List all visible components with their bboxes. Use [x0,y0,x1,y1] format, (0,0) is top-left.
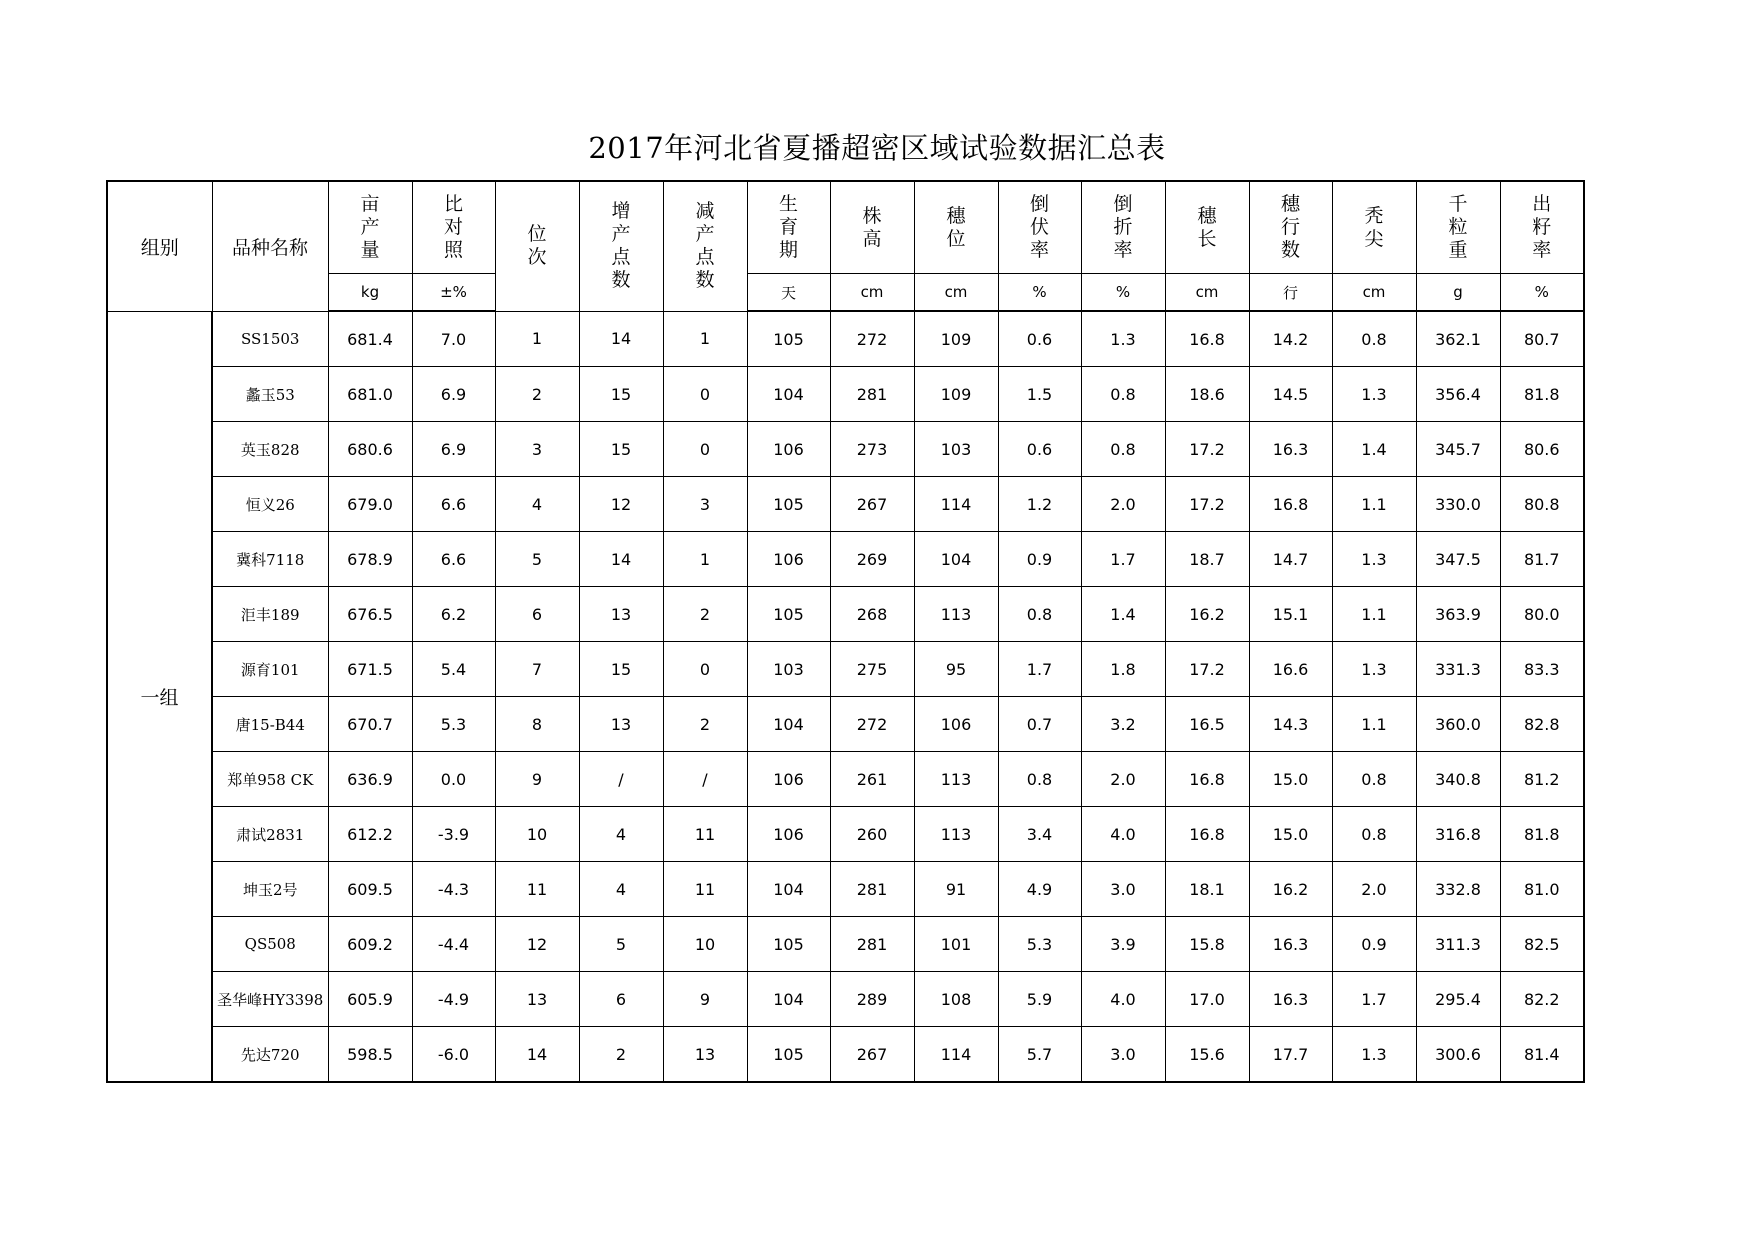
cell-shelling: 80.8 [1500,477,1584,532]
cell-ear-height: 108 [914,972,998,1027]
cell-variety: 圣华峰HY3398 [212,972,328,1027]
cell-bald-tip: 1.3 [1332,367,1416,422]
cell-bald-tip: 1.3 [1332,532,1416,587]
table-row [107,972,1584,1027]
cell-bald-tip: 1.1 [1332,697,1416,752]
cell-breaking: 3.2 [1081,697,1165,752]
unit-yield: kg [328,274,412,312]
header-ear-height: 穗位 [914,181,998,274]
cell-kgw: 311.3 [1416,917,1500,972]
cell-variety: 唐15-B44 [212,697,328,752]
cell-ear-rows: 15.0 [1249,807,1332,862]
cell-ear-length: 16.8 [1165,807,1249,862]
cell-yield: 676.5 [328,587,412,642]
cell-inc-points: / [579,752,663,807]
cell-yield: 609.2 [328,917,412,972]
cell-dec-points: 11 [663,807,747,862]
cell-variety: 英玉828 [212,422,328,477]
cell-bald-tip: 1.1 [1332,477,1416,532]
cell-ear-length: 17.2 [1165,422,1249,477]
table-row [107,477,1584,532]
cell-vs-ck: -3.9 [412,807,495,862]
cell-ear-height: 101 [914,917,998,972]
header-lodging: 倒伏率 [998,181,1081,274]
cell-yield: 680.6 [328,422,412,477]
cell-rank: 12 [495,917,579,972]
cell-ear-length: 18.7 [1165,532,1249,587]
cell-variety: 洰丰189 [212,587,328,642]
cell-inc-points: 6 [579,972,663,1027]
table-header [107,181,1584,311]
cell-bald-tip: 1.3 [1332,1027,1416,1083]
cell-kgw: 356.4 [1416,367,1500,422]
cell-inc-points: 13 [579,587,663,642]
cell-ear-height: 113 [914,807,998,862]
table-row [107,422,1584,477]
cell-vs-ck: 6.6 [412,477,495,532]
cell-rank: 11 [495,862,579,917]
cell-breaking: 0.8 [1081,367,1165,422]
cell-growth-period: 105 [747,587,830,642]
unit-ear-height: cm [914,274,998,312]
cell-yield: 678.9 [328,532,412,587]
header-shelling: 出籽率 [1500,181,1584,274]
cell-ear-height: 113 [914,752,998,807]
cell-bald-tip: 1.4 [1332,422,1416,477]
cell-growth-period: 104 [747,862,830,917]
cell-lodging: 0.9 [998,532,1081,587]
cell-rank: 5 [495,532,579,587]
cell-ear-rows: 16.2 [1249,862,1332,917]
table-row [107,917,1584,972]
cell-growth-period: 106 [747,752,830,807]
cell-inc-points: 5 [579,917,663,972]
cell-variety: 恒义26 [212,477,328,532]
cell-ear-length: 16.5 [1165,697,1249,752]
table-row [107,807,1584,862]
cell-dec-points: 0 [663,642,747,697]
cell-inc-points: 14 [579,311,663,367]
cell-shelling: 80.6 [1500,422,1584,477]
cell-ear-length: 15.6 [1165,1027,1249,1083]
cell-yield: 609.5 [328,862,412,917]
header-variety: 品种名称 [212,181,328,311]
cell-dec-points: / [663,752,747,807]
cell-ear-rows: 16.3 [1249,972,1332,1027]
cell-plant-height: 261 [830,752,914,807]
header-inc-points: 增产点数 [579,181,663,311]
cell-rank: 3 [495,422,579,477]
cell-plant-height: 260 [830,807,914,862]
cell-lodging: 5.7 [998,1027,1081,1083]
unit-ear-length: cm [1165,274,1249,312]
cell-vs-ck: 5.4 [412,642,495,697]
cell-growth-period: 105 [747,1027,830,1083]
cell-ear-rows: 16.3 [1249,917,1332,972]
cell-growth-period: 104 [747,972,830,1027]
header-plant-height: 株高 [830,181,914,274]
cell-shelling: 80.0 [1500,587,1584,642]
unit-lodging: % [998,274,1081,312]
cell-lodging: 5.9 [998,972,1081,1027]
cell-breaking: 4.0 [1081,807,1165,862]
cell-lodging: 0.7 [998,697,1081,752]
cell-lodging: 0.6 [998,422,1081,477]
cell-ear-rows: 15.0 [1249,752,1332,807]
cell-ear-length: 18.1 [1165,862,1249,917]
cell-plant-height: 272 [830,311,914,367]
table-row [107,367,1584,422]
cell-shelling: 83.3 [1500,642,1584,697]
cell-ear-height: 109 [914,367,998,422]
cell-rank: 1 [495,311,579,367]
cell-ear-height: 114 [914,477,998,532]
cell-ear-rows: 14.7 [1249,532,1332,587]
header-bald-tip: 秃尖 [1332,181,1416,274]
cell-breaking: 1.3 [1081,311,1165,367]
unit-vs-ck: ±% [412,274,495,312]
cell-ear-rows: 14.2 [1249,311,1332,367]
cell-dec-points: 1 [663,532,747,587]
cell-ear-height: 91 [914,862,998,917]
table-row [107,697,1584,752]
cell-kgw: 347.5 [1416,532,1500,587]
cell-kgw: 316.8 [1416,807,1500,862]
page-title: 2017年河北省夏播超密区域试验数据汇总表 [588,131,1166,165]
cell-variety: 蠡玉53 [212,367,328,422]
cell-ear-length: 16.8 [1165,311,1249,367]
cell-rank: 6 [495,587,579,642]
cell-lodging: 0.8 [998,587,1081,642]
cell-rank: 4 [495,477,579,532]
cell-dec-points: 2 [663,697,747,752]
cell-plant-height: 275 [830,642,914,697]
cell-dec-points: 0 [663,367,747,422]
cell-growth-period: 106 [747,422,830,477]
cell-ear-height: 103 [914,422,998,477]
cell-vs-ck: 6.9 [412,367,495,422]
cell-bald-tip: 0.9 [1332,917,1416,972]
cell-ear-height: 95 [914,642,998,697]
cell-variety: 先达720 [212,1027,328,1083]
cell-lodging: 0.8 [998,752,1081,807]
table-row [107,642,1584,697]
cell-yield: 671.5 [328,642,412,697]
cell-inc-points: 12 [579,477,663,532]
header-ear-length: 穗长 [1165,181,1249,274]
header-group: 组别 [107,181,212,311]
unit-breaking: % [1081,274,1165,312]
cell-kgw: 362.1 [1416,311,1500,367]
header-ear-rows: 穗行数 [1249,181,1332,274]
cell-kgw: 295.4 [1416,972,1500,1027]
cell-dec-points: 13 [663,1027,747,1083]
cell-rank: 7 [495,642,579,697]
cell-breaking: 4.0 [1081,972,1165,1027]
cell-bald-tip: 2.0 [1332,862,1416,917]
cell-ear-length: 16.8 [1165,752,1249,807]
unit-ear-rows: 行 [1249,274,1332,312]
unit-shelling: % [1500,274,1584,312]
cell-plant-height: 267 [830,477,914,532]
cell-dec-points: 2 [663,587,747,642]
cell-rank: 2 [495,367,579,422]
cell-rank: 13 [495,972,579,1027]
table-body [107,311,1584,1082]
cell-ear-length: 18.6 [1165,367,1249,422]
cell-breaking: 3.9 [1081,917,1165,972]
header-yield: 亩产量 [328,181,412,274]
cell-inc-points: 13 [579,697,663,752]
cell-ear-length: 16.2 [1165,587,1249,642]
cell-kgw: 363.9 [1416,587,1500,642]
cell-vs-ck: -4.4 [412,917,495,972]
cell-yield: 612.2 [328,807,412,862]
cell-yield: 681.0 [328,367,412,422]
cell-growth-period: 105 [747,917,830,972]
cell-growth-period: 106 [747,807,830,862]
cell-shelling: 82.2 [1500,972,1584,1027]
cell-inc-points: 15 [579,642,663,697]
cell-vs-ck: -4.3 [412,862,495,917]
cell-dec-points: 9 [663,972,747,1027]
table-row [107,752,1584,807]
cell-growth-period: 104 [747,367,830,422]
cell-plant-height: 281 [830,367,914,422]
table-row [107,1027,1584,1083]
cell-dec-points: 11 [663,862,747,917]
cell-ear-height: 104 [914,532,998,587]
cell-inc-points: 14 [579,532,663,587]
unit-kgw: g [1416,274,1500,312]
cell-ear-height: 106 [914,697,998,752]
cell-ear-rows: 16.3 [1249,422,1332,477]
cell-dec-points: 1 [663,311,747,367]
unit-plant-height: cm [830,274,914,312]
cell-plant-height: 281 [830,917,914,972]
cell-shelling: 81.8 [1500,807,1584,862]
cell-plant-height: 269 [830,532,914,587]
cell-rank: 14 [495,1027,579,1083]
cell-bald-tip: 1.7 [1332,972,1416,1027]
cell-plant-height: 268 [830,587,914,642]
cell-growth-period: 105 [747,311,830,367]
cell-vs-ck: 6.9 [412,422,495,477]
cell-inc-points: 2 [579,1027,663,1083]
cell-breaking: 2.0 [1081,752,1165,807]
cell-growth-period: 103 [747,642,830,697]
cell-lodging: 4.9 [998,862,1081,917]
cell-lodging: 5.3 [998,917,1081,972]
cell-breaking: 1.7 [1081,532,1165,587]
cell-kgw: 332.8 [1416,862,1500,917]
cell-yield: 670.7 [328,697,412,752]
cell-ear-length: 15.8 [1165,917,1249,972]
cell-shelling: 81.8 [1500,367,1584,422]
cell-lodging: 1.2 [998,477,1081,532]
table-row [107,311,1584,367]
cell-shelling: 82.8 [1500,697,1584,752]
cell-vs-ck: 6.6 [412,532,495,587]
cell-breaking: 0.8 [1081,422,1165,477]
cell-inc-points: 4 [579,862,663,917]
cell-dec-points: 0 [663,422,747,477]
cell-breaking: 1.8 [1081,642,1165,697]
cell-variety: QS508 [212,917,328,972]
cell-ear-height: 113 [914,587,998,642]
cell-inc-points: 15 [579,367,663,422]
cell-kgw: 330.0 [1416,477,1500,532]
cell-lodging: 0.6 [998,311,1081,367]
cell-variety: 坤玉2号 [212,862,328,917]
table-row [107,587,1584,642]
cell-breaking: 3.0 [1081,862,1165,917]
cell-ear-height: 114 [914,1027,998,1083]
cell-lodging: 3.4 [998,807,1081,862]
cell-rank: 10 [495,807,579,862]
cell-rank: 9 [495,752,579,807]
cell-bald-tip: 1.3 [1332,642,1416,697]
unit-bald-tip: cm [1332,274,1416,312]
cell-yield: 681.4 [328,311,412,367]
cell-kgw: 331.3 [1416,642,1500,697]
cell-vs-ck: 5.3 [412,697,495,752]
header-dec-points: 减产点数 [663,181,747,311]
group-cell: 一组 [107,311,212,1082]
cell-variety: 源育101 [212,642,328,697]
header-kgw: 千粒重 [1416,181,1500,274]
cell-breaking: 3.0 [1081,1027,1165,1083]
cell-inc-points: 4 [579,807,663,862]
cell-plant-height: 281 [830,862,914,917]
cell-lodging: 1.5 [998,367,1081,422]
cell-ear-length: 17.2 [1165,642,1249,697]
cell-bald-tip: 0.8 [1332,311,1416,367]
cell-plant-height: 289 [830,972,914,1027]
cell-variety: 肃试2831 [212,807,328,862]
cell-ear-length: 17.0 [1165,972,1249,1027]
header-vs-ck: 比对照 [412,181,495,274]
cell-shelling: 80.7 [1500,311,1584,367]
header-rank: 位次 [495,181,579,311]
cell-bald-tip: 0.8 [1332,752,1416,807]
cell-vs-ck: 0.0 [412,752,495,807]
cell-plant-height: 267 [830,1027,914,1083]
cell-breaking: 1.4 [1081,587,1165,642]
cell-shelling: 81.0 [1500,862,1584,917]
cell-plant-height: 273 [830,422,914,477]
cell-rank: 8 [495,697,579,752]
header-growth-period: 生育期 [747,181,830,274]
cell-growth-period: 106 [747,532,830,587]
cell-dec-points: 10 [663,917,747,972]
cell-dec-points: 3 [663,477,747,532]
cell-ear-rows: 15.1 [1249,587,1332,642]
cell-yield: 636.9 [328,752,412,807]
cell-growth-period: 104 [747,697,830,752]
cell-variety: 郑单958 CK [212,752,328,807]
cell-ear-rows: 14.3 [1249,697,1332,752]
cell-vs-ck: -6.0 [412,1027,495,1083]
cell-ear-rows: 14.5 [1249,367,1332,422]
table-row [107,532,1584,587]
header-breaking: 倒折率 [1081,181,1165,274]
cell-kgw: 345.7 [1416,422,1500,477]
cell-vs-ck: 6.2 [412,587,495,642]
table-row [107,862,1584,917]
cell-yield: 605.9 [328,972,412,1027]
cell-yield: 598.5 [328,1027,412,1083]
cell-ear-rows: 17.7 [1249,1027,1332,1083]
cell-growth-period: 105 [747,477,830,532]
cell-ear-rows: 16.8 [1249,477,1332,532]
cell-ear-rows: 16.6 [1249,642,1332,697]
cell-shelling: 81.7 [1500,532,1584,587]
cell-ear-length: 17.2 [1165,477,1249,532]
cell-shelling: 82.5 [1500,917,1584,972]
cell-kgw: 340.8 [1416,752,1500,807]
cell-variety: SS1503 [212,311,328,367]
cell-lodging: 1.7 [998,642,1081,697]
unit-growth-period: 天 [747,274,830,312]
cell-vs-ck: 7.0 [412,311,495,367]
cell-ear-height: 109 [914,311,998,367]
data-table [106,180,1585,1083]
cell-plant-height: 272 [830,697,914,752]
cell-vs-ck: -4.9 [412,972,495,1027]
cell-kgw: 300.6 [1416,1027,1500,1083]
cell-variety: 冀科7118 [212,532,328,587]
cell-shelling: 81.2 [1500,752,1584,807]
cell-kgw: 360.0 [1416,697,1500,752]
cell-yield: 679.0 [328,477,412,532]
cell-bald-tip: 0.8 [1332,807,1416,862]
cell-inc-points: 15 [579,422,663,477]
cell-breaking: 2.0 [1081,477,1165,532]
cell-bald-tip: 1.1 [1332,587,1416,642]
cell-shelling: 81.4 [1500,1027,1584,1083]
